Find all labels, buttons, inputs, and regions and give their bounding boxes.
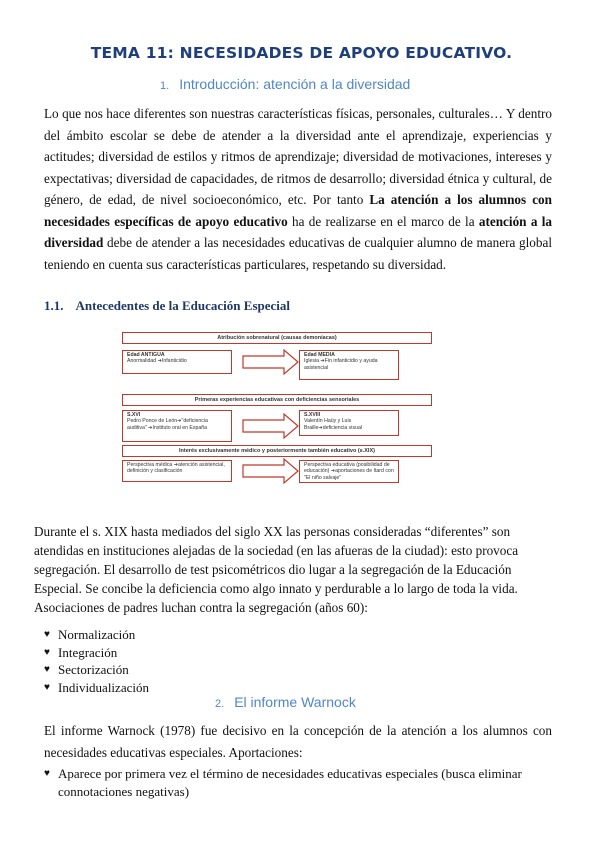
diagram-box-xvi <box>122 410 232 442</box>
arrow-right-icon <box>242 457 300 485</box>
arrow-right-icon <box>242 412 300 440</box>
diagram-box-media <box>299 350 399 380</box>
box-title: S.XVI <box>127 412 141 418</box>
box-text: Anormalidad ➔Infanticidio <box>127 358 187 365</box>
section-number: 2. <box>215 698 225 710</box>
list-item: ♥ Aparece por primera vez el término de necesidades educativas especiales (busca eliminar connotaciones negativas) <box>42 765 554 800</box>
intro-text-3: debe de atender a las necesidades educativas de cualquier alumno de manera global teniendo en cuenta sus características particulares, respetando su diversidad. <box>44 235 552 272</box>
box-title: Edad ANTIGUA <box>127 352 165 358</box>
principles-list <box>42 626 242 696</box>
diagram-box-xviii <box>299 410 399 436</box>
list-item: ♥ Individualización <box>42 679 242 697</box>
section-number: 1. <box>160 80 170 92</box>
diagram-box-antigua <box>122 350 232 374</box>
list-item: ♥ Sectorización <box>42 661 242 679</box>
diagram-bar-3: Interés exclusivamente médico y posteriormente también educativo (s.XIX) <box>122 445 432 457</box>
box-title: S.XVIII <box>304 412 321 418</box>
box-text: Pedro Ponce de León➔"deficiencia auditiva" ➔Instituto oral en España <box>127 418 208 431</box>
section-heading-2 <box>215 694 356 710</box>
box-text: Iglesia ➔Fin infanticidio y ayuda asistencial <box>304 358 378 371</box>
box-text: Valentín Haüy y Luis Braille➔deficiencia visual <box>304 418 362 431</box>
list-item: ♥ Integración <box>42 644 242 662</box>
section-title: Introducción: atención a la diversidad <box>179 76 411 92</box>
intro-text-2: ha de realizarse en el marco de la <box>287 213 479 229</box>
section-number: 1.1. <box>44 298 64 313</box>
arrow-right-icon <box>242 348 300 376</box>
section-title: El informe Warnock <box>234 694 356 710</box>
intro-paragraph <box>44 103 552 275</box>
warnock-paragraph: El informe Warnock (1978) fue decisivo en la concepción de la atención a los alumnos con necesidades educativas especiales. Aportaciones: <box>44 723 552 760</box>
section-title: Antecedentes de la Educación Especial <box>75 298 290 313</box>
intro-bold-2: atención a la diversidad <box>44 213 552 250</box>
section-heading-1 <box>160 76 410 92</box>
page-title: TEMA 11: NECESIDADES DE APOYO EDUCATIVO. <box>90 44 513 62</box>
segregation-paragraph: Durante el s. XIX hasta mediados del siglo XX las personas consideradas “diferentes” son atendidas en instituciones alejadas de la sociedad (en las afueras de la ciudad): esto provoca segregación. El desarrollo de test psicométricos dio lugar a la segregación de la Educación Especial. Se concibe la deficiencia como algo innato y perdurable a lo largo de toda la vida. Asociaciones de padres luchan contra la segregación (años 60): <box>34 524 519 615</box>
intro-bold-1: La atención a los alumnos con necesidades específicas de apoyo educativo <box>44 192 552 229</box>
history-diagram <box>117 328 437 483</box>
list-item: ♥ Normalización <box>42 626 242 644</box>
box-text: Perspectiva educativa (posibilidad de educación) ➔aportaciones de Itard con "El niño salvaje" <box>304 462 394 481</box>
diagram-bar-2: Primeras experiencias educativas con deficiencias sensoriales <box>122 394 432 406</box>
diagram-box-educativa <box>299 460 399 483</box>
section-heading-1-1 <box>44 298 290 314</box>
contributions-list <box>42 765 554 800</box>
intro-text-1: Lo que nos hace diferentes son nuestras características físicas, personales, culturales… Y dentro del ámbito escolar se debe de atender a la diversidad ante el aprendizaje, experiencias y actitudes; diversidad de estilos y ritmos de aprendizaje; diversidad de motivaciones, intereses y expectativas; diversidad de capacidades, de ritmos de desarrollo; diversidad étnica y cultural, de género, de edad, de nivel socioeconómico, etc. Por tanto <box>44 106 552 207</box>
box-text: Perspectiva médica ➔atención asistencial, definición y clasificación <box>127 462 225 475</box>
box-title: Edad MEDIA <box>304 352 335 358</box>
diagram-box-medica <box>122 460 232 482</box>
diagram-bar-1: Atribución sobrenatural (causas demoníacas) <box>122 332 432 344</box>
